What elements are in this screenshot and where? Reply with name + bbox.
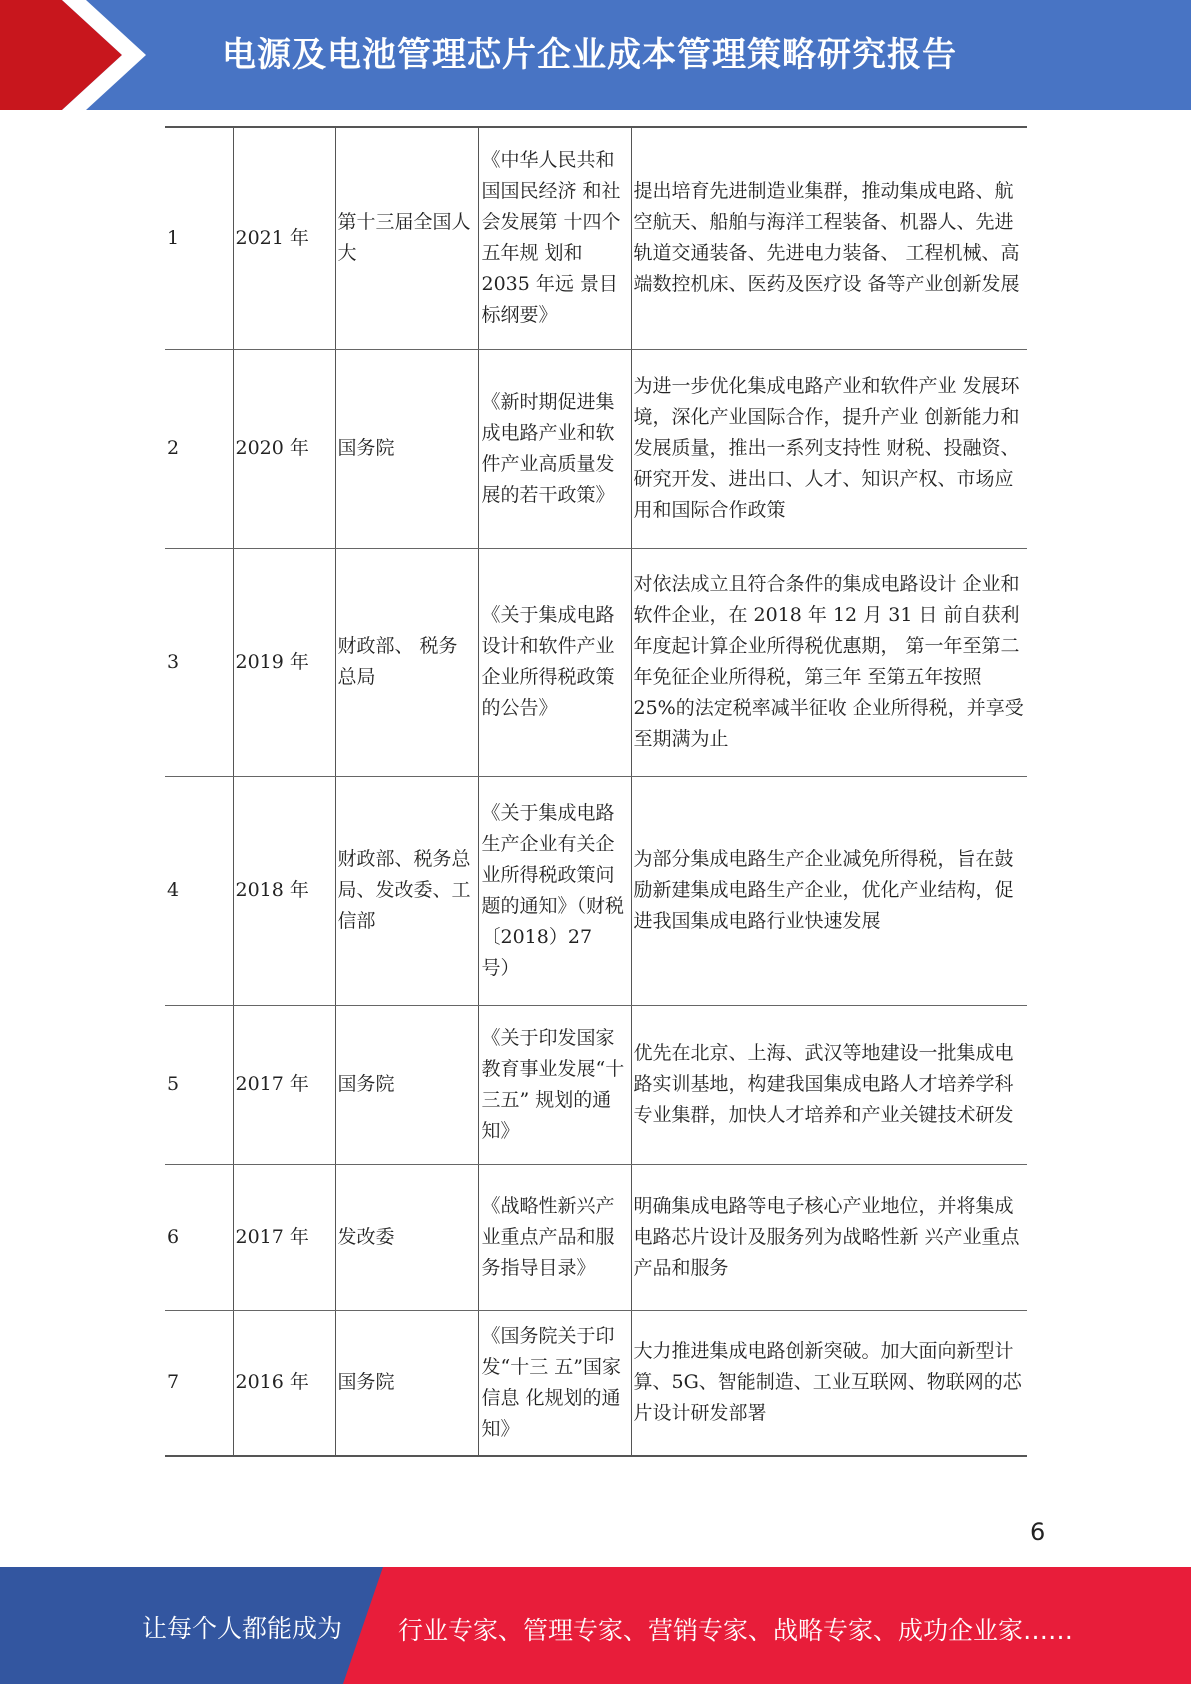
- row-document: 《新时期促进集成电路产业和软件产业高质量发展的若干政策》: [478, 349, 631, 548]
- row-year: 2017 年: [233, 1005, 335, 1164]
- row-number: 6: [165, 1164, 233, 1310]
- row-number: 5: [165, 1005, 233, 1164]
- row-document: 《中华人民共和国国民经济 和社会发展第 十四个五年规 划和 2035 年远 景目标纲要》: [478, 127, 631, 349]
- row-number: 1: [165, 127, 233, 349]
- table-row: [165, 1164, 1027, 1310]
- row-document: 《战略性新兴产业重点产品和服务指导目录》: [478, 1164, 631, 1310]
- row-year: 2017 年: [233, 1164, 335, 1310]
- row-issuer: 国务院: [335, 1310, 478, 1456]
- row-issuer: 财政部、 税务总局: [335, 548, 478, 776]
- policy-table-container: [165, 126, 1027, 1457]
- page-footer: [0, 1567, 1191, 1684]
- row-issuer: 国务院: [335, 1005, 478, 1164]
- row-number: 4: [165, 776, 233, 1005]
- report-title: 电源及电池管理芯片企业成本管理策略研究报告: [222, 35, 957, 75]
- row-description: 大力推进集成电路创新突破。加大面向新型计算、5G、智能制造、工业互联网、物联网的芯片设计研发部署: [631, 1310, 1027, 1456]
- red-chevron-decoration: [0, 0, 150, 110]
- row-document: 《关于印发国家教育事业发展“十三五” 规划的通知》: [478, 1005, 631, 1164]
- table-row: [165, 548, 1027, 776]
- table-row: [165, 127, 1027, 349]
- row-description: 明确集成电路等电子核心产业地位，并将集成电路芯片设计及服务列为战略性新 兴产业重点产品和服务: [631, 1164, 1027, 1310]
- row-year: 2020 年: [233, 349, 335, 548]
- row-year: 2018 年: [233, 776, 335, 1005]
- row-year: 2021 年: [233, 127, 335, 349]
- row-issuer: 第十三届全国人大: [335, 127, 478, 349]
- row-document: 《关于集成电路生产企业有关企业所得税政策问题的通知》（财税〔2018）27 号）: [478, 776, 631, 1005]
- row-issuer: 发改委: [335, 1164, 478, 1310]
- row-year: 2016 年: [233, 1310, 335, 1456]
- row-document: 《关于集成电路设计和软件产业企业所得税政策的公告》: [478, 548, 631, 776]
- row-document: 《国务院关于印发“十三 五”国家信息 化规划的通 知》: [478, 1310, 631, 1456]
- page-header: [0, 0, 1191, 110]
- table-row: [165, 349, 1027, 548]
- policy-table: [165, 126, 1027, 1457]
- row-description: 优先在北京、上海、武汉等地建设一批集成电路实训基地，构建我国集成电路人才培养学科专业集群，加快人才培养和产业关键技术研发: [631, 1005, 1027, 1164]
- row-description: 为部分集成电路生产企业减免所得税，旨在鼓励新建集成电路生产企业，优化产业结构，促进我国集成电路行业快速发展: [631, 776, 1027, 1005]
- row-number: 2: [165, 349, 233, 548]
- footer-slogan-left: 让每个人都能成为: [142, 1614, 343, 1643]
- footer-slogan-right: 行业专家、管理专家、营销专家、战略专家、成功企业家……: [398, 1616, 1074, 1645]
- page-number: 6: [1030, 1518, 1046, 1546]
- row-issuer: 财政部、税务总局、发改委、工信部: [335, 776, 478, 1005]
- table-row: [165, 1005, 1027, 1164]
- row-description: 对依法成立且符合条件的集成电路设计 企业和软件企业，在 2018 年 12 月 31 日 前自获利年度起计算企业所得税优惠期， 第一年至第二年免征企业所得税，第三年 至第五年按照 25%的法定税率减半征收 企业所得税，并享受至期满为止: [631, 548, 1027, 776]
- row-description: 提出培育先进制造业集群，推动集成电路、航空航天、船舶与海洋工程装备、机器人、先进轨道交通装备、先进电力装备、 工程机械、高端数控机床、医药及医疗设 备等产业创新发展: [631, 127, 1027, 349]
- row-number: 7: [165, 1310, 233, 1456]
- table-row: [165, 776, 1027, 1005]
- row-description: 为进一步优化集成电路产业和软件产业 发展环境，深化产业国际合作，提升产业 创新能力和发展质量，推出一系列支持性 财税、投融资、研究开发、进出口、人才、知识产权、市场应用和国际合作政策: [631, 349, 1027, 548]
- row-number: 3: [165, 548, 233, 776]
- row-year: 2019 年: [233, 548, 335, 776]
- table-row: [165, 1310, 1027, 1456]
- row-issuer: 国务院: [335, 349, 478, 548]
